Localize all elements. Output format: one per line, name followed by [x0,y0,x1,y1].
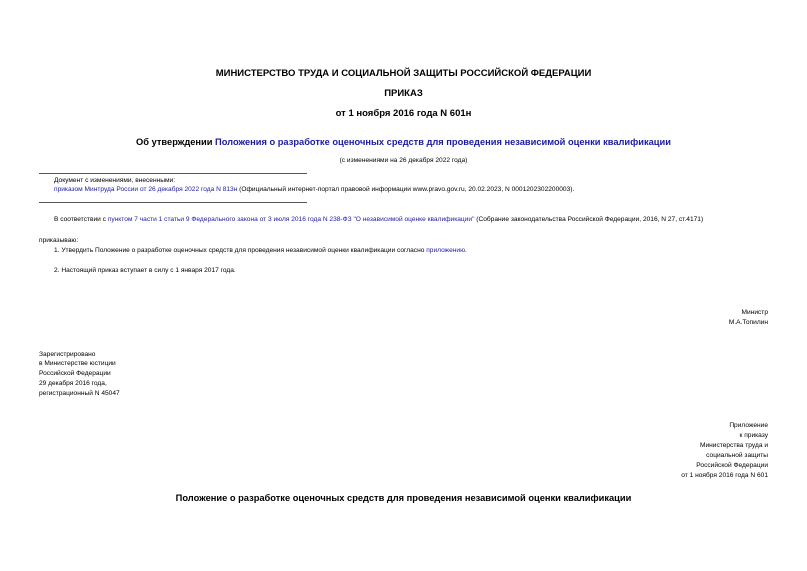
item-2: 2. Настоящий приказ вступает в силу с 1 января 2017 года. [54,267,236,274]
changes-link[interactable]: приказом Минтруда России от 26 декабря 2022 года N 813н [54,186,238,193]
basis-prefix: В соответствии с [54,216,108,223]
document-title-prefix: Об утверждении [136,137,216,147]
changes-rest: (Официальный интернет-портал правовой информации www.pravo.gov.ru, 20.02.2023, N 0001202302200003). [237,186,575,193]
item-1-text: 1. Утвердить Положение о разработке оценочных средств для проведения независимой оценки квалификации согласно [54,247,427,254]
appendix-line-4: социальной защиты [706,452,768,459]
appendix-title: Положение о разработке оценочных средств для проведения независимой оценки квалификации [175,493,632,503]
orders-word: приказываю: [39,237,79,244]
registration-line-1: Зарегистрировано [39,351,96,358]
appendix-line-1: Приложение [729,422,768,429]
ministry-heading: МИНИСТЕРСТВО ТРУДА И СОЦИАЛЬНОЙ ЗАЩИТЫ РОССИЙСКОЙ ФЕДЕРАЦИИ [215,68,592,79]
document-title-link[interactable]: Положения о разработке оценочных средств для проведения независимой оценки квалификации [215,137,671,147]
basis-rest: (Собрание законодательства Российской Федерации, 2016, N 27, ст.4171) [474,216,704,223]
changes-bottom-divider [39,202,307,203]
item-1-suffix: . [465,247,467,254]
appendix-line-3: Министерства труда и [699,442,768,449]
registration-line-2: в Министерстве юстиции [39,360,116,367]
appendix-link[interactable]: приложению [426,247,466,254]
basis-law-link[interactable]: пунктом 7 части 1 статьи 9 Федерального закона от 3 июля 2016 года N 238-ФЗ "О независимой оценке квалификации" [107,216,475,223]
changes-line [54,186,574,195]
changes-top-divider [39,173,307,174]
signature-name: М.А.Топилин [728,319,768,326]
appendix-line-6: от 1 ноября 2016 года N 601 [681,472,768,479]
signature-position: Министр [741,309,768,316]
changes-intro: Документ с изменениями, внесенными: [54,177,176,184]
basis-paragraph [54,216,703,225]
appendix-line-2: к приказу [739,432,768,439]
appendix-line-5: Российской Федерации [696,462,768,469]
amendments-note: (с изменениями на 26 декабря 2022 года) [339,157,468,164]
item-1 [54,247,467,256]
registration-line-3: Российской Федерации [39,370,111,377]
registration-line-5: регистрационный N 45047 [39,390,120,397]
order-date: от 1 ноября 2016 года N 601н [335,108,472,119]
registration-line-4: 29 декабря 2016 года, [39,380,107,387]
document-title [0,137,807,147]
order-heading: ПРИКАЗ [384,88,423,99]
